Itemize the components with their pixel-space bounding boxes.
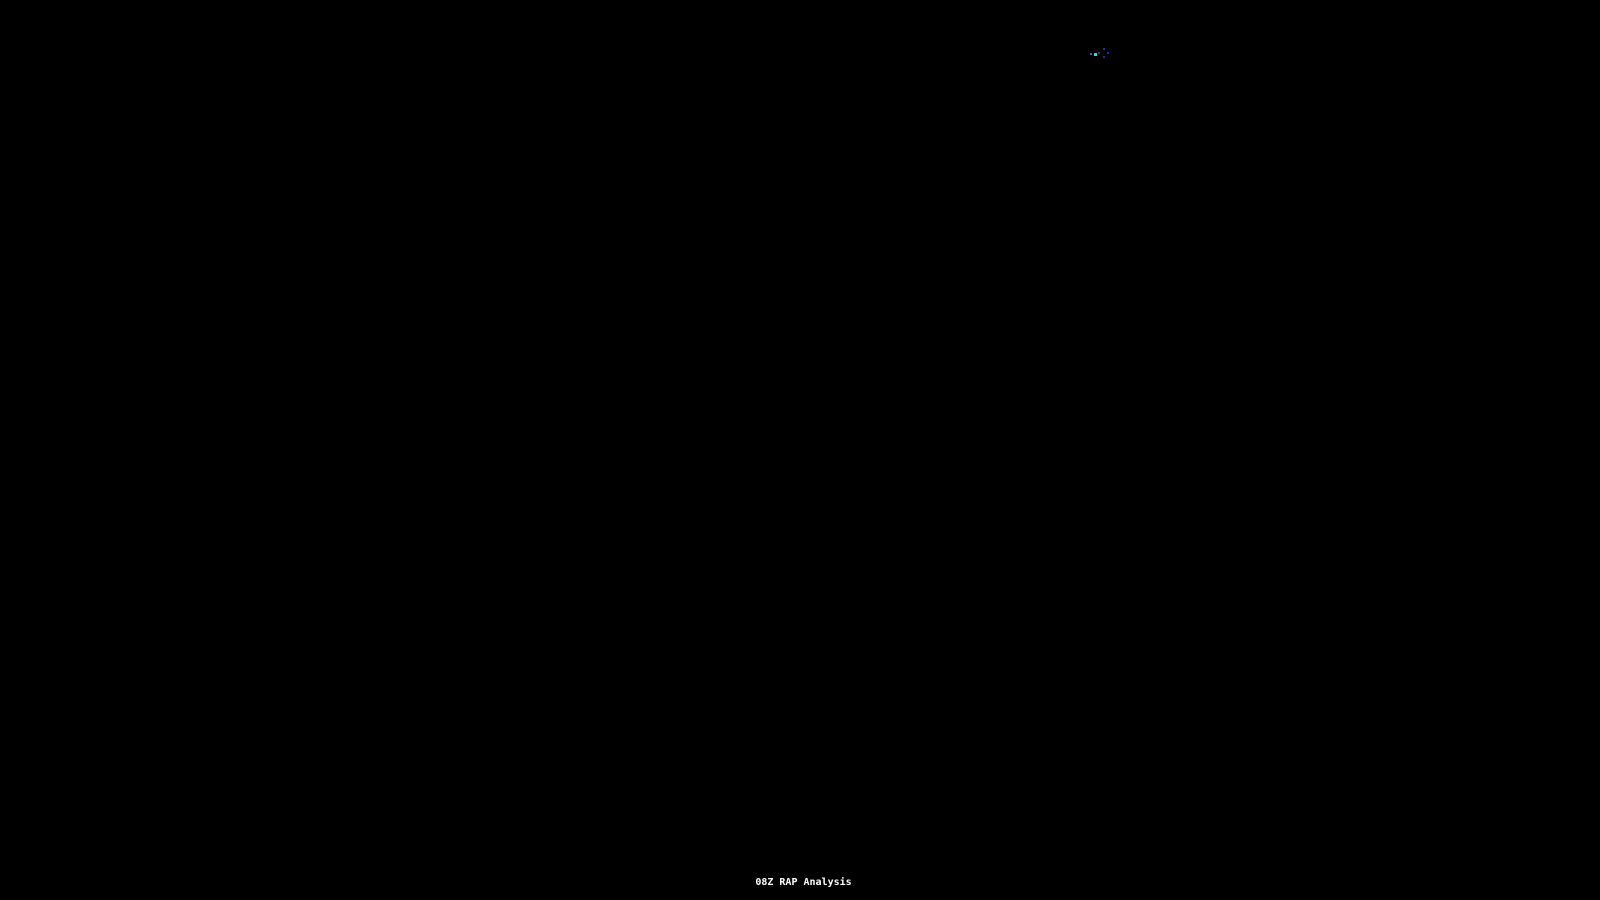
- analysis-echo-pixel-navy-1: [1098, 52, 1100, 54]
- analysis-echo-pixel-cyan: [1094, 53, 1097, 56]
- analysis-echo-pixel-navy-3: [1107, 52, 1109, 54]
- analysis-caption: 08Z RAP Analysis: [755, 877, 852, 888]
- analysis-echo-pixel-blue: [1090, 53, 1092, 55]
- analysis-echo-pixel-navy-4: [1103, 56, 1105, 58]
- analysis-echo-pixel-navy-2: [1103, 48, 1105, 50]
